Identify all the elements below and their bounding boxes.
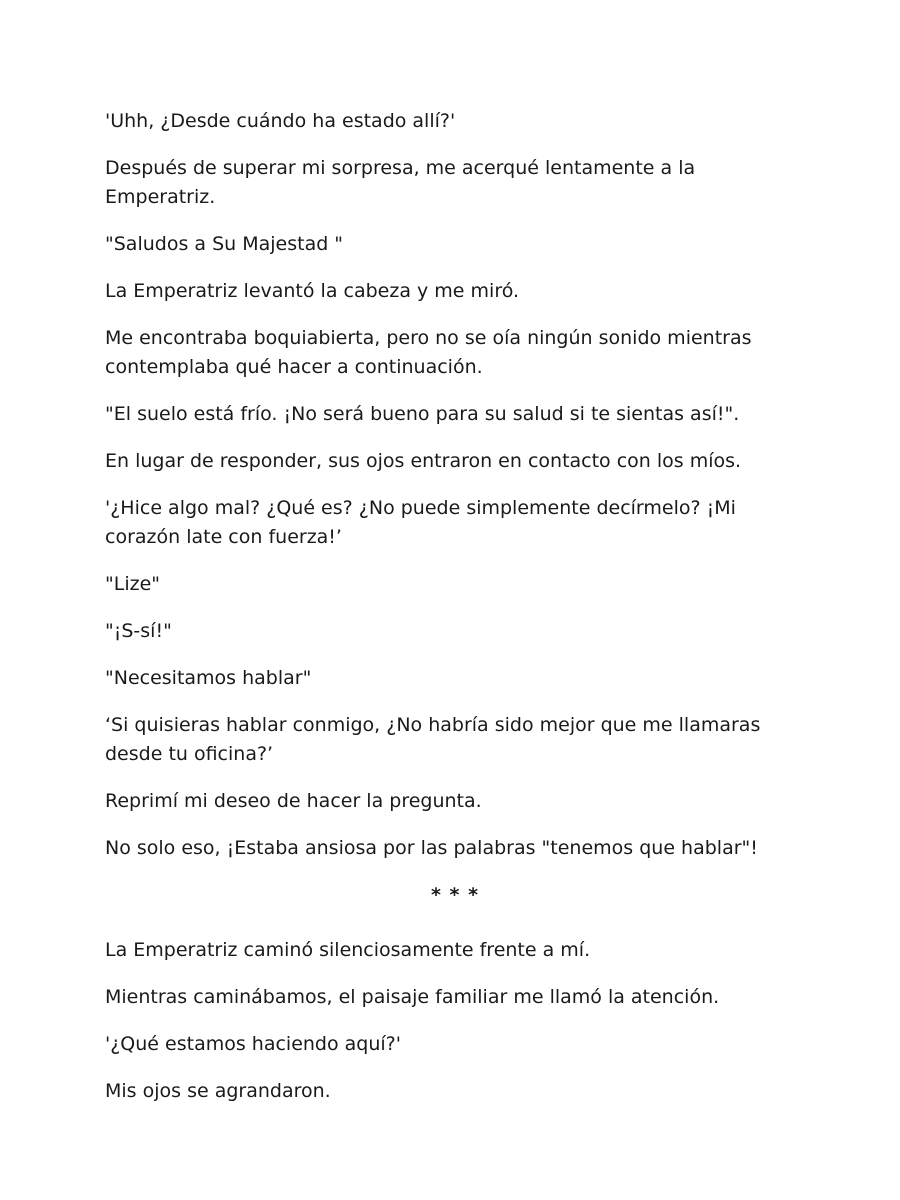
- paragraph: La Emperatriz caminó silenciosamente frente a mí.: [105, 939, 591, 961]
- paragraph: No solo eso, ¡Estaba ansiosa por las palabras "tenemos que hablar"!: [105, 837, 758, 859]
- paragraph: Después de superar mi sorpresa, me acerqué lentamente a la Emperatriz.: [105, 157, 696, 208]
- paragraph: "Necesitamos hablar": [105, 667, 312, 689]
- section-separator: * * *: [430, 884, 480, 906]
- paragraph: '¿Hice algo mal? ¿Qué es? ¿No puede simplemente decírmelo? ¡Mi corazón late con fuerza!’: [105, 497, 736, 548]
- paragraph: Reprimí mi deseo de hacer la pregunta.: [105, 790, 482, 812]
- paragraph: En lugar de responder, sus ojos entraron en contacto con los míos.: [105, 450, 742, 472]
- paragraph: "El suelo está frío. ¡No será bueno para su salud si te sientas así!".: [105, 403, 740, 425]
- paragraph: Mis ojos se agrandaron.: [105, 1080, 331, 1102]
- document-body: [105, 107, 805, 1124]
- paragraph: '¿Qué estamos haciendo aquí?': [105, 1033, 401, 1055]
- paragraph: Mientras caminábamos, el paisaje familiar me llamó la atención.: [105, 986, 720, 1008]
- paragraph: ‘Si quisieras hablar conmigo, ¿No habría sido mejor que me llamaras desde tu oficina?’: [105, 714, 761, 765]
- paragraph: La Emperatriz levantó la cabeza y me miró.: [105, 280, 520, 302]
- paragraph: Me encontraba boquiabierta, pero no se oía ningún sonido mientras contemplaba qué hacer a continuación.: [105, 327, 752, 378]
- paragraph: "Saludos a Su Majestad ": [105, 233, 344, 255]
- paragraph: "Lize": [105, 573, 161, 595]
- paragraph: 'Uhh, ¿Desde cuándo ha estado allí?': [105, 110, 456, 132]
- paragraph: "¡S-sí!": [105, 620, 172, 642]
